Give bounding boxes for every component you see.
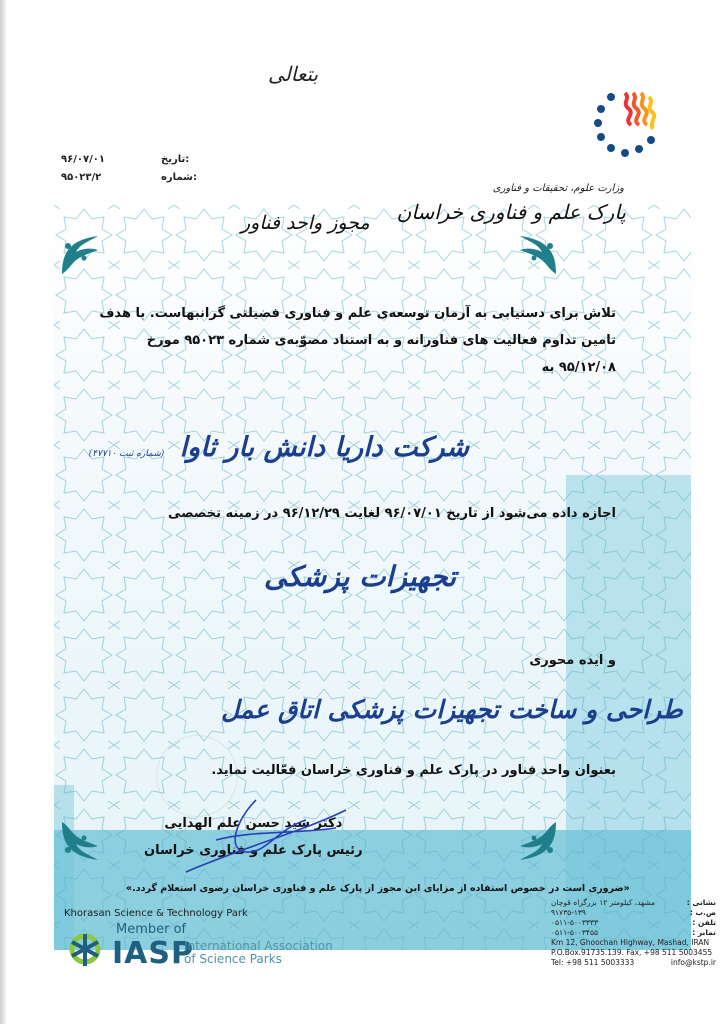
- iasp-name: IASP: [112, 936, 194, 971]
- address-value: مشهد، کیلومتر ۱۲ بزرگراه قوچان: [551, 898, 656, 907]
- ministry-name: وزارت علوم، تحقیقات و فناوری: [492, 183, 624, 194]
- reference-block: [61, 150, 197, 186]
- pobox-label: ص.ب :: [689, 908, 716, 917]
- park-name: پارک علم و فناوری خراسان: [396, 200, 626, 224]
- fax-value: ۰۵۱۱-۵۰۰۳۴۵۵: [551, 928, 599, 937]
- intro-paragraph: تلاش برای دستیابی به آرمان توسعه‌ی علم و فناوری فضیلتی گرانبهاست. با هدف تامین تداوم فعالیت های فناورانه و به استناد مصوّبه‌ی شماره ۹۵۰۲۳ مورخ ۹۵/۱۲/۰۸ به: [99, 306, 616, 375]
- date-value: ۹۶/۰۷/۰۱: [61, 153, 105, 165]
- english-pobox-fax: P.O.Box.91735.139. Fax, +98 511 5003455: [551, 948, 713, 957]
- iasp-full-name: [184, 940, 333, 966]
- company-name: شرکت داریا دانش بار ثاوا: [179, 432, 469, 463]
- specialty-field: تجهیزات پزشکی: [264, 560, 457, 593]
- iasp-member-label: Member of: [116, 922, 187, 937]
- english-tel: Tel: +98 511 5003333: [551, 958, 635, 967]
- corner-ornament-bottom-left: [58, 818, 104, 864]
- number-row: [61, 168, 197, 186]
- registration-number: (شماره ثبت ۴۷۷۱۰): [88, 449, 165, 459]
- fax-label: نمابر :: [692, 928, 716, 937]
- phone-row: [551, 918, 716, 928]
- signature-icon: [156, 790, 356, 880]
- idea-label: و ایده محوری: [529, 653, 616, 668]
- invocation-text: بتعالی: [268, 62, 319, 86]
- email-link[interactable]: info@kstp.ir: [670, 958, 716, 967]
- park-english-name: Khorasan Science & Technology Park: [64, 908, 248, 919]
- contact-block: [551, 898, 716, 968]
- pobox-value: ۹۱۷۳۵-۱۳۹: [551, 908, 586, 917]
- certificate-title: مجوز واحد فناور: [241, 212, 370, 234]
- phone-value: ۰۵۱۱-۵۰۰۳۳۳۳: [551, 918, 599, 927]
- footer-notice: «ضروری است در خصوص استفاده از مزایای این مجوز از پارک علم و فناوری خراسان رضوی استعلام گردد.»: [126, 883, 630, 894]
- date-row: [61, 150, 197, 168]
- iasp-logo-icon: [64, 928, 106, 970]
- kstp-logo-icon: [591, 85, 671, 165]
- english-address: Km 12, Ghoochan Highway, Mashad, IRAN: [551, 938, 710, 947]
- date-label: تاریخ:: [161, 153, 190, 165]
- number-value: ۹۵۰۲۳/۲: [61, 171, 102, 183]
- phone-label: تلفن :: [692, 918, 716, 927]
- corner-ornament-top-right: [514, 232, 560, 278]
- address-row: [551, 898, 716, 908]
- fax-row: [551, 928, 716, 938]
- core-idea: طراحی و ساخت تجهیزات پزشکی اتاق عمل: [221, 695, 683, 724]
- pobox-row: [551, 908, 716, 918]
- address-label: نشانی :: [686, 898, 716, 907]
- number-label: شماره:: [161, 171, 197, 183]
- permission-paragraph: اجازه داده می‌شود از تاریخ ۹۶/۰۷/۰۱ لغایت ۹۶/۱۲/۲۹ در زمینه تخصصی: [167, 506, 616, 521]
- iasp-full-line-2: of Science Parks: [184, 952, 282, 966]
- signatory-name: دکتر سید حسن علم الهدایی: [164, 816, 343, 831]
- certificate-page: [6, 0, 724, 1024]
- iasp-membership: [64, 922, 394, 972]
- corner-ornament-top-left: [58, 232, 104, 278]
- closing-paragraph: بعنوان واحد فناور در پارک علم و فناوری خراسان فعّالیت نماید.: [211, 763, 616, 778]
- signatory-title: رئیس پارک علم و فناوری خراسان: [144, 843, 363, 858]
- corner-ornament-bottom-right: [514, 818, 560, 864]
- iasp-full-line-1: International Association: [184, 939, 333, 953]
- english-tel-email-row: [551, 958, 716, 968]
- company-name-line: [89, 432, 469, 463]
